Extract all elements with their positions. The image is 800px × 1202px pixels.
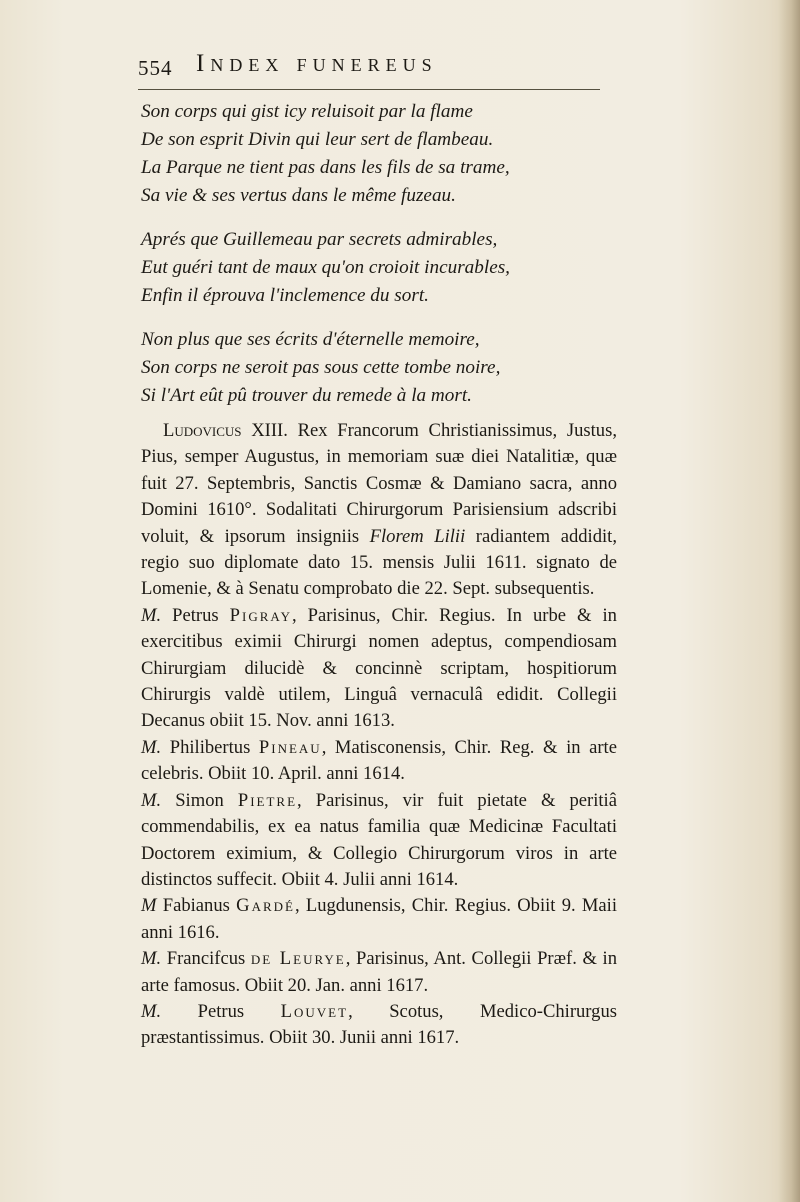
entry-paragraph: [141, 603, 617, 735]
entry-paragraph: [141, 735, 617, 788]
header-rule: [138, 89, 600, 90]
entry-prefix: M: [141, 895, 157, 917]
poem-line: Son corps qui gist icy reluisoit par la flame: [141, 101, 473, 122]
poem-line: Aprés que Guillemeau par secrets admirables,: [141, 229, 498, 250]
entry-paragraph: [141, 788, 617, 894]
entry-text: , Parisinus, vir fuit pietate & peritiâ commendabilis, ex ea natus familia quæ Medicinæ Facultati Doctorem eximium, & Collegio Chirurgorum viros in arte distinctos suffecit. Obiit 4. Julii anni 1614.: [141, 789, 617, 890]
poem-line: Non plus que ses écrits d'éternelle memoire,: [141, 329, 480, 350]
entry-forename: Francifcus: [166, 948, 246, 970]
entry-surname: Gardé: [236, 895, 295, 917]
entry-paragraph: [141, 893, 617, 946]
entry-surname: de Leurye: [250, 948, 346, 970]
page-number: 554: [138, 56, 173, 80]
entry-surname: Pineau: [258, 736, 322, 758]
entry-prefix: M.: [141, 948, 162, 970]
poem-stanza-2: [141, 226, 611, 310]
poem-line: Eut guéri tant de maux qu'on croioit incurables,: [141, 257, 510, 278]
intro-paragraph: [141, 418, 617, 603]
entry-text: , Parisinus, Ant. Collegii Præf. & in arte famosus. Obiit 20. Jan. anni 1617.: [141, 948, 617, 996]
poem-stanza-1: [141, 98, 611, 210]
entry-surname: Pietre: [237, 789, 298, 811]
intro-text-a: Rex Francorum Christianissimus, Justus, Pius, semper Augustus, in memoriam suæ diei Natalitiæ, quæ fuit 27. Septembris, Sanctis Cosmæ & Damiano sacra, anno Domini 1610°. Sodalitati Chirurgorum Parisiensium adscribi voluit, & ipsorum insigniis: [141, 420, 617, 547]
entry-surname: Louvet: [280, 1000, 349, 1022]
running-header: [138, 50, 598, 90]
entry-forename: Petrus: [197, 1000, 245, 1022]
poem-line: La Parque ne tient pas dans les fils de sa trame,: [141, 157, 510, 178]
intro-text-b: radiantem addidit, regio suo diplomate dato 15. mensis Julii 1611. signato de Lomenie, & à Senatu comprobato die 22. Sept. subsequentis.: [141, 525, 617, 600]
entry-forename: Simon: [175, 789, 224, 811]
entry-forename: Petrus: [172, 604, 219, 626]
intro-lead: Ludovicus XIII.: [163, 420, 288, 441]
entry-prefix: M.: [141, 604, 162, 626]
entry-text: , Parisinus, Chir. Regius. In urbe & in exercitibus eximii Chirurgi nomen adeptus, compendiosam Chirurgiam dilucidè & concinnè scriptam, hospitiorum Chirurgis valdè utilem, Linguâ vernaculâ edidit. Collegii Decanus obiit 15. Nov. anni 1613.: [141, 604, 617, 732]
poem-line: De son esprit Divin qui leur sert de flambeau.: [141, 129, 494, 150]
entry-paragraph: [141, 999, 617, 1052]
entry-forename: Fabianus: [162, 895, 230, 917]
entry-prefix: M.: [141, 736, 162, 758]
poem-stanza-3: [141, 326, 611, 410]
french-epitaph-poem: [141, 98, 611, 426]
entry-text: , Matisconensis, Chir. Reg. & in arte celebris. Obiit 10. April. anni 1614.: [141, 736, 617, 785]
entry-surname: Pigray: [229, 604, 292, 626]
entry-prefix: M.: [141, 789, 162, 811]
poem-line: Enfin il éprouva l'inclemence du sort.: [141, 285, 429, 306]
entry-prefix: M.: [141, 1000, 162, 1022]
poem-line: Si l'Art eût pû trouver du remede à la mort.: [141, 385, 472, 406]
poem-line: Sa vie & ses vertus dans le même fuzeau.: [141, 185, 456, 206]
running-title: Index funereus: [196, 50, 438, 77]
entry-forename: Philibertus: [169, 736, 251, 758]
latin-prose-body: [141, 418, 617, 1052]
entry-paragraph: [141, 946, 617, 999]
intro-italic: Florem Lilii: [369, 525, 466, 547]
entry-text: , Lugdunensis, Chir. Regius. Obiit 9. Maii anni 1616.: [141, 895, 617, 943]
entry-text: , Scotus, Medico-Chirurgus præstantissimus. Obiit 30. Junii anni 1617.: [141, 1000, 617, 1049]
poem-line: Son corps ne seroit pas sous cette tombe noire,: [141, 357, 501, 378]
page-edge-shadow: [778, 0, 800, 1202]
